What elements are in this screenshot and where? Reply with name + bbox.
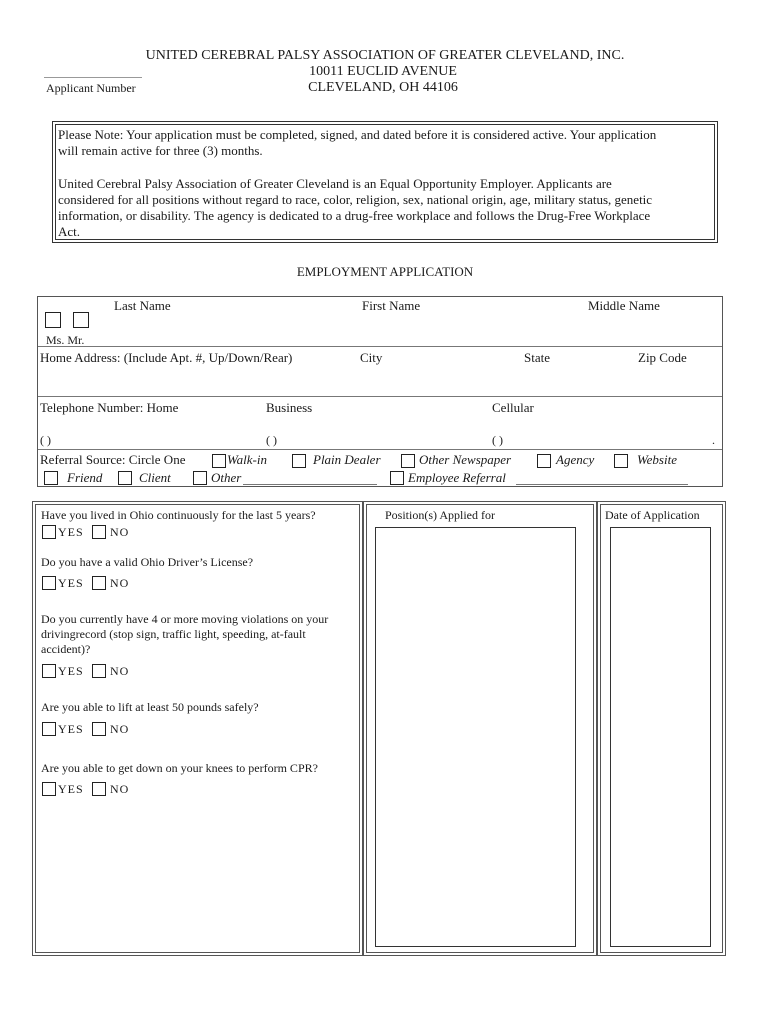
q3-yes-checkbox[interactable] — [42, 664, 56, 678]
other-label: Other — [211, 470, 242, 485]
org-city: CLEVELAND, OH 44106 — [308, 80, 458, 95]
org-name: UNITED CEREBRAL PALSY ASSOCIATION OF GREATER CLEVELAND, INC. — [145, 48, 625, 63]
question-lift-50-pounds: Are you able to lift at least 50 pounds safely? — [41, 700, 259, 714]
question-violations-line-3: accident)? — [41, 642, 91, 656]
ms-checkbox[interactable] — [45, 312, 61, 328]
form-title: EMPLOYMENT APPLICATION — [296, 264, 474, 279]
employee-referral-write-in-line[interactable] — [516, 484, 688, 485]
mr-checkbox[interactable] — [73, 312, 89, 328]
eeo-line-3: information, or disability. The agency is dedicated to a drug-free workplace and follows the Drug-Free Workplace — [58, 208, 651, 223]
business-area-code[interactable]: ( ) — [266, 433, 277, 447]
client-checkbox[interactable] — [118, 471, 132, 485]
positions-field[interactable] — [375, 527, 576, 947]
q2-no-checkbox[interactable] — [92, 576, 106, 590]
eeo-line-1: United Cerebral Palsy Association of Greater Cleveland is an Equal Opportunity Employer. Applicants are — [58, 176, 612, 191]
agency-checkbox[interactable] — [537, 454, 551, 468]
q2-yes-label: YES — [58, 576, 84, 590]
positions-label: Position(s) Applied for — [385, 508, 495, 522]
q3-no-label: NO — [110, 664, 130, 678]
q2-yes-checkbox[interactable] — [42, 576, 56, 590]
telephone-business-label: Business — [266, 400, 313, 415]
q1-yes-checkbox[interactable] — [42, 525, 56, 539]
date-field[interactable] — [610, 527, 711, 947]
client-label: Client — [139, 470, 171, 485]
question-cpr: Are you able to get down on your knees to perform CPR? — [41, 761, 318, 775]
question-ohio-residency: Have you lived in Ohio continuously for the last 5 years? — [41, 508, 316, 522]
telephone-home-label: Telephone Number: Home — [40, 400, 179, 415]
applicant-number-line[interactable] — [44, 77, 142, 78]
date-label: Date of Application — [605, 508, 700, 522]
q5-no-checkbox[interactable] — [92, 782, 106, 796]
q1-no-label: NO — [110, 525, 130, 539]
last-name-label: Last Name — [114, 298, 171, 313]
eeo-line-4: Act. — [58, 224, 81, 239]
other-write-in-line[interactable] — [243, 484, 377, 485]
q4-no-label: NO — [110, 722, 130, 736]
q3-yes-label: YES — [58, 664, 84, 678]
plain-dealer-label: Plain Dealer — [313, 452, 381, 467]
walk-in-label: Walk-in — [227, 452, 267, 467]
q3-no-checkbox[interactable] — [92, 664, 106, 678]
q4-yes-label: YES — [58, 722, 84, 736]
friend-checkbox[interactable] — [44, 471, 58, 485]
friend-label: Friend — [67, 470, 103, 485]
cellular-area-code[interactable]: ( ) — [492, 433, 503, 447]
q5-yes-checkbox[interactable] — [42, 782, 56, 796]
other-newspaper-label: Other Newspaper — [419, 452, 512, 467]
notice-line-1: Please Note: Your application must be completed, signed, and dated before it is considered active. Your application — [58, 127, 657, 142]
employee-referral-label: Employee Referral — [408, 470, 506, 485]
applicant-number-label: Applicant Number — [46, 81, 136, 95]
city-label: City — [360, 350, 383, 365]
salutation-label: Ms. Mr. — [46, 333, 85, 347]
state-label: State — [524, 350, 550, 365]
other-newspaper-checkbox[interactable] — [401, 454, 415, 468]
zip-label: Zip Code — [638, 350, 687, 365]
q5-yes-label: YES — [58, 782, 84, 796]
q4-yes-checkbox[interactable] — [42, 722, 56, 736]
phone-line-end: . — [712, 433, 715, 447]
q1-no-checkbox[interactable] — [92, 525, 106, 539]
question-violations-line-2: drivingrecord (stop sign, traffic light, speeding, at-fault — [41, 627, 306, 641]
plain-dealer-checkbox[interactable] — [292, 454, 306, 468]
question-violations-line-1: Do you currently have 4 or more moving violations on your — [41, 612, 329, 626]
notice-line-2: will remain active for three (3) months. — [58, 143, 263, 158]
referral-label: Referral Source: Circle One — [40, 452, 186, 467]
agency-label: Agency — [556, 452, 595, 467]
first-name-label: First Name — [362, 298, 421, 313]
eeo-line-2: considered for all positions without regard to race, color, religion, sex, national origin, age, military status, genetic — [58, 192, 653, 207]
org-street: 10011 EUCLID AVENUE — [309, 64, 457, 79]
home-area-code[interactable]: ( ) — [40, 433, 51, 447]
home-address-label: Home Address: (Include Apt. #, Up/Down/Rear) — [40, 350, 293, 365]
question-drivers-license: Do you have a valid Ohio Driver’s License? — [41, 555, 254, 569]
other-checkbox[interactable] — [193, 471, 207, 485]
employee-referral-checkbox[interactable] — [390, 471, 404, 485]
website-checkbox[interactable] — [614, 454, 628, 468]
q1-yes-label: YES — [58, 525, 84, 539]
q5-no-label: NO — [110, 782, 130, 796]
walk-in-checkbox[interactable] — [212, 454, 226, 468]
website-label: Website — [637, 452, 677, 467]
q4-no-checkbox[interactable] — [92, 722, 106, 736]
telephone-cellular-label: Cellular — [492, 400, 534, 415]
middle-name-label: Middle Name — [588, 298, 660, 313]
q2-no-label: NO — [110, 576, 130, 590]
